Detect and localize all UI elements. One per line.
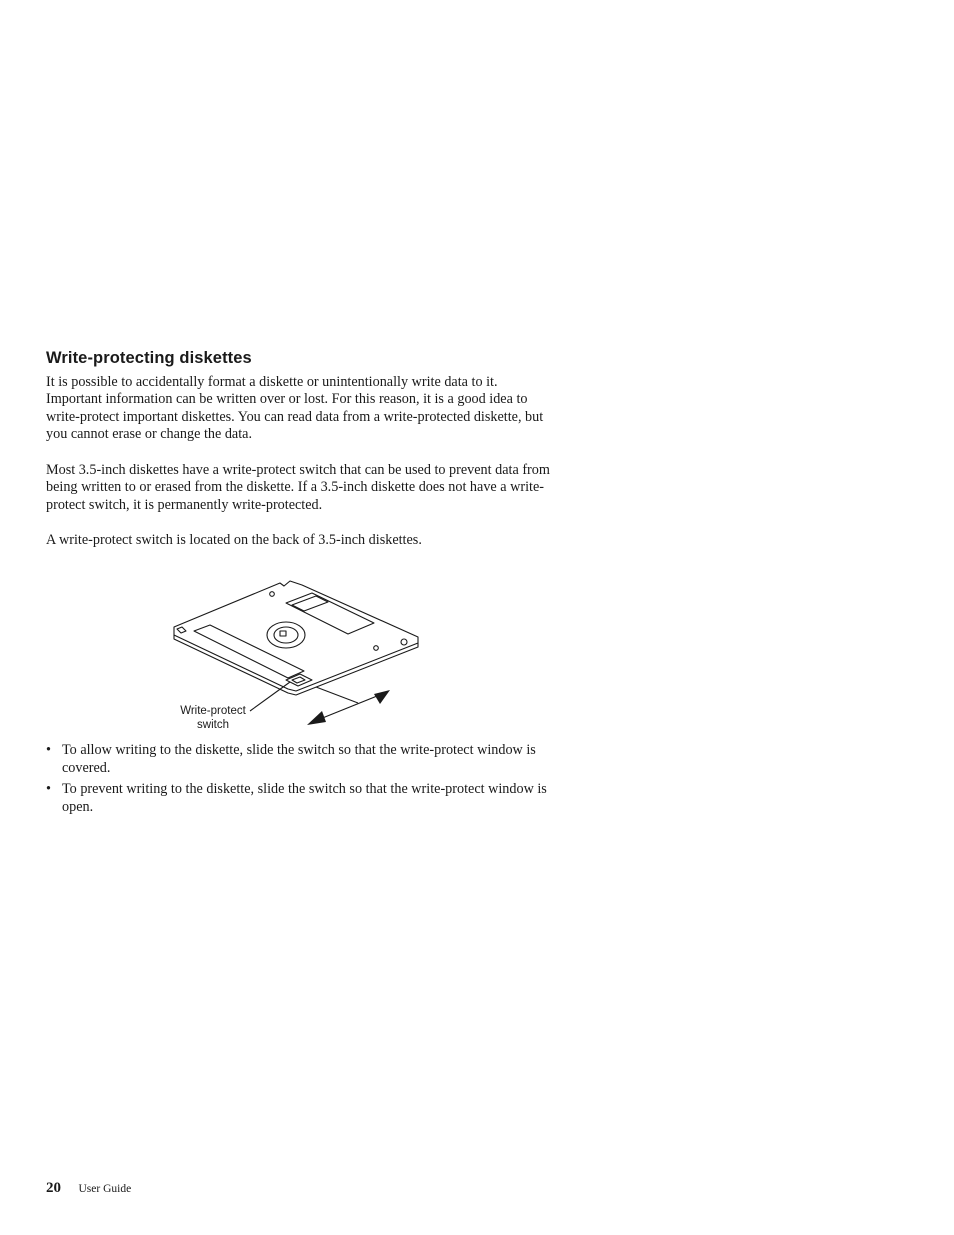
list-item	[46, 741, 551, 777]
bullet-icon: •	[46, 781, 51, 797]
arrow-right-icon	[374, 690, 390, 704]
page-footer	[46, 1180, 131, 1197]
diskette-shutter-window	[286, 593, 374, 634]
list-item-text: To allow writing to the diskette, slide the switch so that the write-protect window is covered.	[62, 742, 536, 776]
paragraph-intro: It is possible to accidentally format a diskette or unintentionally write data to it. Important information can be written over or lost. For this reason, it is a good idea to write-protect important diskettes. You can read data from a write-protected diskette, but you cannot erase or change the data.	[46, 374, 544, 442]
instructions-list	[46, 741, 551, 819]
diskette-side-edge	[174, 635, 418, 695]
bullet-icon: •	[46, 742, 51, 758]
paragraph-switch-info: Most 3.5-inch diskettes have a write-protect switch that can be used to prevent data from being written to or erased from the diskette. If a 3.5-inch diskette does not have a write-protect switch, it is permanently write-protected.	[46, 462, 550, 513]
page-number: 20	[46, 1180, 61, 1196]
arrow-left-icon	[307, 711, 326, 725]
slide-direction-line	[316, 687, 358, 703]
section-heading: Write-protecting diskettes	[46, 349, 252, 367]
write-protect-switch	[286, 674, 312, 686]
list-item	[46, 780, 551, 816]
document-title: User Guide	[78, 1183, 132, 1195]
paragraph-switch-location: A write-protect switch is located on the back of 3.5-inch diskettes.	[46, 532, 422, 548]
callout-leader	[250, 682, 290, 711]
list-item-text: To prevent writing to the diskette, slide the switch so that the write-protect window is open.	[62, 781, 547, 815]
callout-label: Write-protect switch	[180, 705, 246, 731]
